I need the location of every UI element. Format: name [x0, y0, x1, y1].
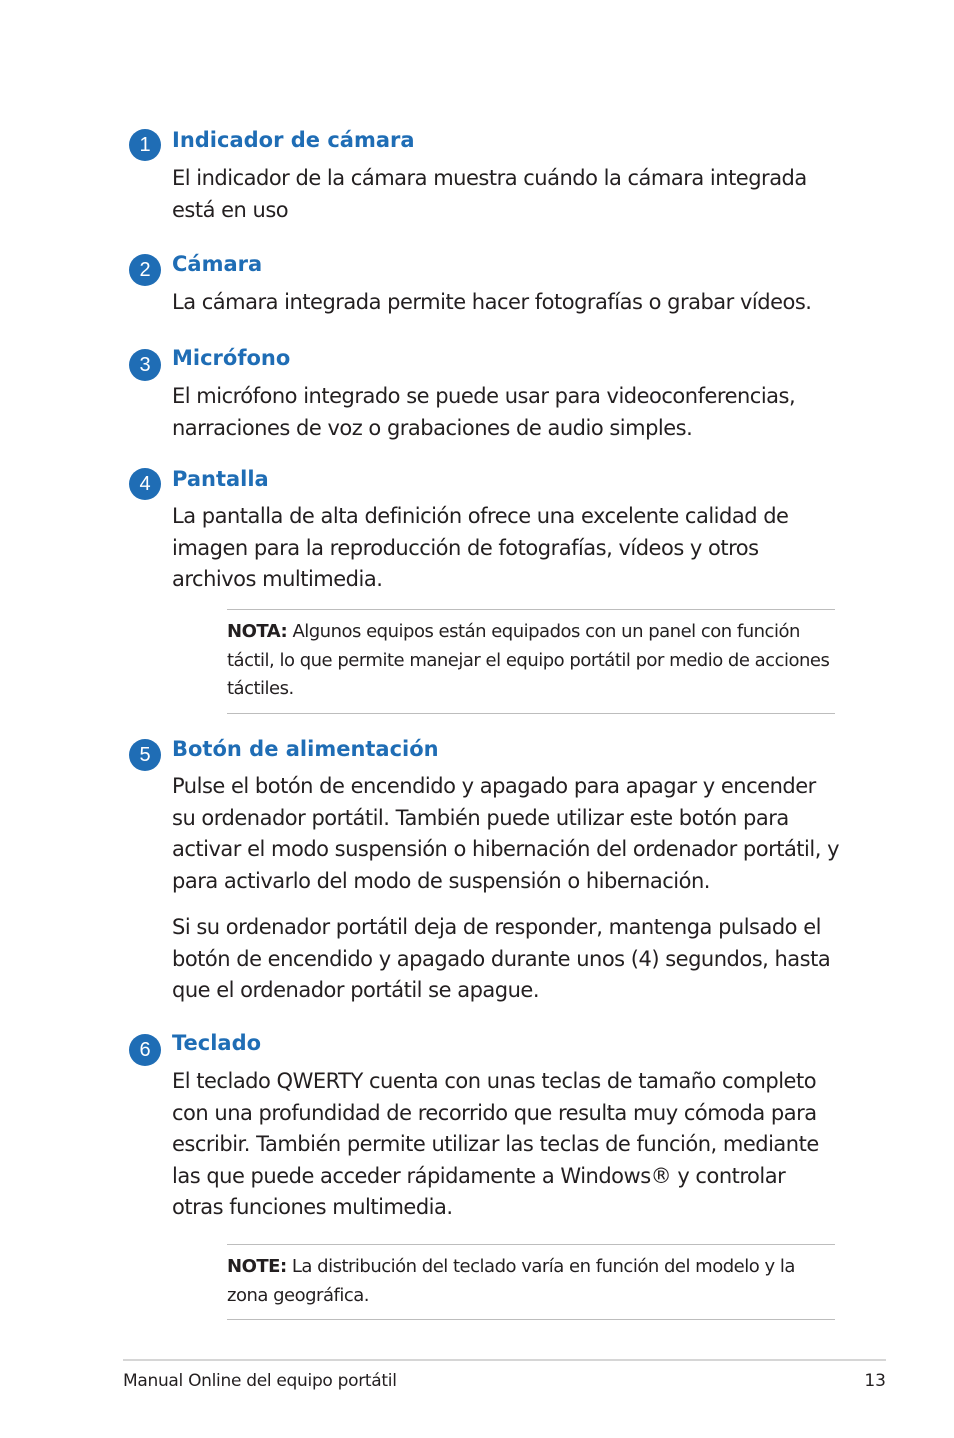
note-box [227, 1244, 835, 1320]
section-text: Pulse el botón de encendido y apagado para apagar y encender su ordenador portátil. También puede utilizar este botón para activar el modo suspensión o hibernación del ordenador portátil, y para activarlo del modo de suspensión o hibernación. [172, 774, 839, 893]
section-heading: Botón de alimentación [172, 737, 439, 761]
note-label: NOTA: [227, 621, 288, 642]
section-number-badge: 6 [129, 1034, 161, 1066]
section-text: El micrófono integrado se puede usar para videoconferencias, narraciones de voz o grabaciones de audio simples. [172, 384, 796, 440]
section-heading: Cámara [172, 252, 263, 276]
section-number-badge: 3 [129, 349, 161, 381]
section-heading: Micrófono [172, 346, 291, 370]
section-text: La cámara integrada permite hacer fotografías o grabar vídeos. [172, 290, 812, 314]
section-text: La pantalla de alta definición ofrece una excelente calidad de imagen para la reproducción de fotografías, vídeos y otros archivos multimedia. [172, 504, 789, 591]
section-heading: Indicador de cámara [172, 128, 415, 152]
page-number: 13 [864, 1371, 886, 1391]
section-number-badge: 5 [129, 739, 161, 771]
section-text: El teclado QWERTY cuenta con unas teclas de tamaño completo con una profundidad de recorrido que resulta muy cómoda para escribir. También permite utilizar las teclas de función, mediante las que puede acceder rápidamente a Windows® y controlar otras funciones multimedia. [172, 1069, 819, 1219]
section-heading: Pantalla [172, 467, 269, 491]
section-text-second-paragraph: Si su ordenador portátil deja de responder, mantenga pulsado el botón de encendido y apagado durante unos (4) segundos, hasta que el ordenador portátil se apague. [172, 915, 831, 1002]
section-text: El indicador de la cámara muestra cuándo la cámara integrada está en uso [172, 166, 807, 222]
section-number-badge: 2 [129, 254, 161, 286]
section-heading: Teclado [172, 1031, 262, 1055]
section-number-badge: 4 [129, 468, 161, 500]
note-box [227, 609, 835, 714]
footer-divider [123, 1359, 886, 1361]
footer-title: Manual Online del equipo portátil [123, 1371, 397, 1391]
note-text: La distribución del teclado varía en función del modelo y la zona geográfica. [227, 1256, 795, 1306]
section-number-badge: 1 [129, 129, 161, 161]
note-text: Algunos equipos están equipados con un panel con función táctil, lo que permite manejar el equipo portátil por medio de acciones táctiles. [227, 621, 830, 699]
note-label: NOTE: [227, 1256, 287, 1277]
